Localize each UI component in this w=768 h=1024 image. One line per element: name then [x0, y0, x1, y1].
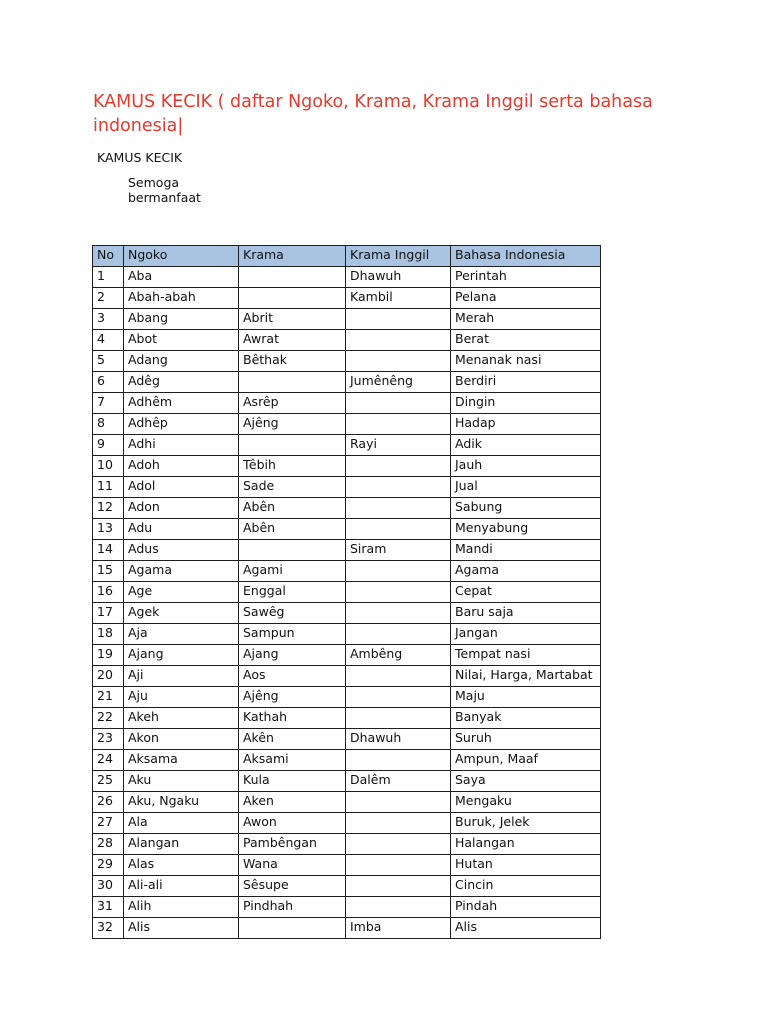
cell-krama-inggil: [346, 666, 451, 687]
cell-bahasa-indonesia: Berdiri: [451, 372, 601, 393]
cell-bahasa-indonesia: Halangan: [451, 834, 601, 855]
header-ngoko: Ngoko: [124, 246, 239, 267]
table-row: [93, 456, 601, 477]
table-row: [93, 918, 601, 939]
cell-krama-inggil: [346, 351, 451, 372]
table-row: [93, 708, 601, 729]
cell-ngoko: Adang: [124, 351, 239, 372]
cell-ngoko: Aksama: [124, 750, 239, 771]
cell-no: 25: [93, 771, 124, 792]
cell-ngoko: Aba: [124, 267, 239, 288]
cell-ngoko: Adhêm: [124, 393, 239, 414]
cell-no: 1: [93, 267, 124, 288]
cell-krama: Aos: [239, 666, 346, 687]
cell-krama: Bêthak: [239, 351, 346, 372]
cell-krama: Awrat: [239, 330, 346, 351]
cell-bahasa-indonesia: Banyak: [451, 708, 601, 729]
cell-krama: Abrit: [239, 309, 346, 330]
cell-bahasa-indonesia: Sabung: [451, 498, 601, 519]
cell-krama-inggil: Siram: [346, 540, 451, 561]
cell-bahasa-indonesia: Maju: [451, 687, 601, 708]
table-row: [93, 750, 601, 771]
cell-no: 16: [93, 582, 124, 603]
cell-krama-inggil: [346, 834, 451, 855]
cell-ngoko: Abah-abah: [124, 288, 239, 309]
cell-no: 27: [93, 813, 124, 834]
table-row: [93, 813, 601, 834]
cell-no: 28: [93, 834, 124, 855]
table-row: [93, 876, 601, 897]
table-row: [93, 603, 601, 624]
cell-ngoko: Akon: [124, 729, 239, 750]
cell-no: 6: [93, 372, 124, 393]
cell-bahasa-indonesia: Hadap: [451, 414, 601, 435]
cell-no: 22: [93, 708, 124, 729]
cell-no: 2: [93, 288, 124, 309]
cell-krama-inggil: [346, 750, 451, 771]
cell-no: 31: [93, 897, 124, 918]
cell-krama: Agami: [239, 561, 346, 582]
cell-no: 10: [93, 456, 124, 477]
cell-krama-inggil: [346, 309, 451, 330]
cell-krama-inggil: [346, 687, 451, 708]
cell-ngoko: Aju: [124, 687, 239, 708]
cell-ngoko: Alas: [124, 855, 239, 876]
table-row: [93, 267, 601, 288]
cell-no: 5: [93, 351, 124, 372]
table-row: [93, 729, 601, 750]
cell-krama: [239, 372, 346, 393]
cell-ngoko: Alis: [124, 918, 239, 939]
cell-bahasa-indonesia: Dingin: [451, 393, 601, 414]
cell-no: 17: [93, 603, 124, 624]
cell-ngoko: Age: [124, 582, 239, 603]
table-row: [93, 771, 601, 792]
cell-krama: Awon: [239, 813, 346, 834]
cell-bahasa-indonesia: Perintah: [451, 267, 601, 288]
cell-no: 30: [93, 876, 124, 897]
header-krama-inggil: Krama Inggil: [346, 246, 451, 267]
cell-bahasa-indonesia: Cincin: [451, 876, 601, 897]
table-row: [93, 435, 601, 456]
cell-krama-inggil: [346, 876, 451, 897]
table-row: [93, 666, 601, 687]
cell-krama: Pambêngan: [239, 834, 346, 855]
cell-bahasa-indonesia: Cepat: [451, 582, 601, 603]
cell-ngoko: Adhêp: [124, 414, 239, 435]
cell-krama: Aksami: [239, 750, 346, 771]
table-row: [93, 519, 601, 540]
cell-krama: Ajêng: [239, 414, 346, 435]
cell-krama-inggil: [346, 624, 451, 645]
cell-ngoko: Abang: [124, 309, 239, 330]
cell-krama-inggil: Imba: [346, 918, 451, 939]
cell-krama: Têbih: [239, 456, 346, 477]
table-row: [93, 540, 601, 561]
table-row: [93, 414, 601, 435]
table-header-row: [93, 246, 601, 267]
cell-krama-inggil: Dhawuh: [346, 729, 451, 750]
cell-no: 32: [93, 918, 124, 939]
table-row: [93, 792, 601, 813]
cell-no: 3: [93, 309, 124, 330]
cell-bahasa-indonesia: Tempat nasi: [451, 645, 601, 666]
cell-ngoko: Adêg: [124, 372, 239, 393]
cell-krama-inggil: Rayi: [346, 435, 451, 456]
cell-krama: Sampun: [239, 624, 346, 645]
cell-ngoko: Adoh: [124, 456, 239, 477]
cell-krama: Aken: [239, 792, 346, 813]
table-row: [93, 351, 601, 372]
cell-no: 24: [93, 750, 124, 771]
cell-bahasa-indonesia: Menyabung: [451, 519, 601, 540]
cell-bahasa-indonesia: Menanak nasi: [451, 351, 601, 372]
cell-no: 18: [93, 624, 124, 645]
cell-krama-inggil: [346, 477, 451, 498]
cell-bahasa-indonesia: Suruh: [451, 729, 601, 750]
cell-no: 7: [93, 393, 124, 414]
cell-bahasa-indonesia: Nilai, Harga, Martabat: [451, 666, 601, 687]
cell-krama: Kula: [239, 771, 346, 792]
cell-ngoko: Adus: [124, 540, 239, 561]
page-title: KAMUS KECIK ( daftar Ngoko, Krama, Krama Inggil serta bahasa indonesia|: [93, 92, 653, 136]
table-row: [93, 687, 601, 708]
cell-ngoko: Ala: [124, 813, 239, 834]
cell-krama-inggil: [346, 519, 451, 540]
table-row: [93, 561, 601, 582]
table-row: [93, 477, 601, 498]
cell-ngoko: Alih: [124, 897, 239, 918]
document-subtitle: KAMUS KECIK: [97, 150, 183, 165]
cell-ngoko: Ajang: [124, 645, 239, 666]
cell-bahasa-indonesia: Agama: [451, 561, 601, 582]
cell-no: 20: [93, 666, 124, 687]
cell-krama-inggil: [346, 792, 451, 813]
cell-krama-inggil: [346, 561, 451, 582]
cell-krama-inggil: Ambêng: [346, 645, 451, 666]
cell-bahasa-indonesia: Mandi: [451, 540, 601, 561]
cell-krama-inggil: [346, 603, 451, 624]
cell-ngoko: Aja: [124, 624, 239, 645]
cell-bahasa-indonesia: Mengaku: [451, 792, 601, 813]
cell-krama-inggil: [346, 582, 451, 603]
cell-krama-inggil: [346, 708, 451, 729]
cell-krama-inggil: [346, 897, 451, 918]
table-row: [93, 645, 601, 666]
cell-ngoko: Adol: [124, 477, 239, 498]
cell-krama-inggil: Kambil: [346, 288, 451, 309]
cell-bahasa-indonesia: Buruk, Jelek: [451, 813, 601, 834]
cell-krama-inggil: [346, 813, 451, 834]
cell-ngoko: Alangan: [124, 834, 239, 855]
cell-krama: Sêsupe: [239, 876, 346, 897]
cell-no: 14: [93, 540, 124, 561]
cell-krama-inggil: [346, 330, 451, 351]
cell-no: 23: [93, 729, 124, 750]
cell-krama-inggil: [346, 855, 451, 876]
cell-no: 29: [93, 855, 124, 876]
cell-bahasa-indonesia: Alis: [451, 918, 601, 939]
cell-ngoko: Ali-ali: [124, 876, 239, 897]
cell-bahasa-indonesia: Jangan: [451, 624, 601, 645]
cell-no: 21: [93, 687, 124, 708]
cell-bahasa-indonesia: Jauh: [451, 456, 601, 477]
cell-bahasa-indonesia: Berat: [451, 330, 601, 351]
cell-bahasa-indonesia: Jual: [451, 477, 601, 498]
cell-bahasa-indonesia: Merah: [451, 309, 601, 330]
cell-bahasa-indonesia: Hutan: [451, 855, 601, 876]
cell-krama-inggil: [346, 456, 451, 477]
cell-ngoko: Adu: [124, 519, 239, 540]
cell-krama-inggil: [346, 414, 451, 435]
cell-krama: Sade: [239, 477, 346, 498]
cell-ngoko: Agek: [124, 603, 239, 624]
cell-no: 9: [93, 435, 124, 456]
cell-krama: Kathah: [239, 708, 346, 729]
table-body: [93, 267, 601, 939]
cell-ngoko: Agama: [124, 561, 239, 582]
header-krama: Krama: [239, 246, 346, 267]
cell-ngoko: Aji: [124, 666, 239, 687]
cell-bahasa-indonesia: Ampun, Maaf: [451, 750, 601, 771]
cell-krama-inggil: Jumênêng: [346, 372, 451, 393]
cell-no: 15: [93, 561, 124, 582]
table-row: [93, 624, 601, 645]
cell-krama: Abên: [239, 519, 346, 540]
cell-bahasa-indonesia: Pelana: [451, 288, 601, 309]
cell-bahasa-indonesia: Pindah: [451, 897, 601, 918]
cell-ngoko: Aku: [124, 771, 239, 792]
cell-krama-inggil: [346, 393, 451, 414]
cell-no: 19: [93, 645, 124, 666]
cell-no: 11: [93, 477, 124, 498]
cell-krama: Asrêp: [239, 393, 346, 414]
table-row: [93, 309, 601, 330]
cell-krama: Pindhah: [239, 897, 346, 918]
cell-krama-inggil: [346, 498, 451, 519]
table-row: [93, 330, 601, 351]
cell-krama: Wana: [239, 855, 346, 876]
table-row: [93, 897, 601, 918]
cell-krama: [239, 435, 346, 456]
header-no: No: [93, 246, 124, 267]
table-row: [93, 855, 601, 876]
cell-bahasa-indonesia: Baru saja: [451, 603, 601, 624]
cell-krama-inggil: Dalêm: [346, 771, 451, 792]
cell-no: 13: [93, 519, 124, 540]
cell-no: 8: [93, 414, 124, 435]
table-row: [93, 582, 601, 603]
cell-bahasa-indonesia: Adik: [451, 435, 601, 456]
table-row: [93, 288, 601, 309]
cell-ngoko: Adhi: [124, 435, 239, 456]
cell-no: 4: [93, 330, 124, 351]
cell-no: 26: [93, 792, 124, 813]
cell-ngoko: Abot: [124, 330, 239, 351]
cell-krama: Abên: [239, 498, 346, 519]
table-row: [93, 834, 601, 855]
table-row: [93, 372, 601, 393]
cell-krama: [239, 918, 346, 939]
cell-krama: [239, 288, 346, 309]
cell-krama: Ajêng: [239, 687, 346, 708]
cell-ngoko: Adon: [124, 498, 239, 519]
dictionary-table: [92, 245, 601, 939]
cell-krama: Akên: [239, 729, 346, 750]
cell-krama: Enggal: [239, 582, 346, 603]
cell-no: 12: [93, 498, 124, 519]
cell-krama: Sawêg: [239, 603, 346, 624]
document-note: Semoga bermanfaat: [128, 175, 201, 205]
cell-ngoko: Aku, Ngaku: [124, 792, 239, 813]
header-bahasa-indonesia: Bahasa Indonesia: [451, 246, 601, 267]
cell-krama: [239, 267, 346, 288]
cell-ngoko: Akeh: [124, 708, 239, 729]
cell-krama-inggil: Dhawuh: [346, 267, 451, 288]
cell-bahasa-indonesia: Saya: [451, 771, 601, 792]
table-row: [93, 393, 601, 414]
cell-krama: [239, 540, 346, 561]
table-row: [93, 498, 601, 519]
cell-krama: Ajang: [239, 645, 346, 666]
